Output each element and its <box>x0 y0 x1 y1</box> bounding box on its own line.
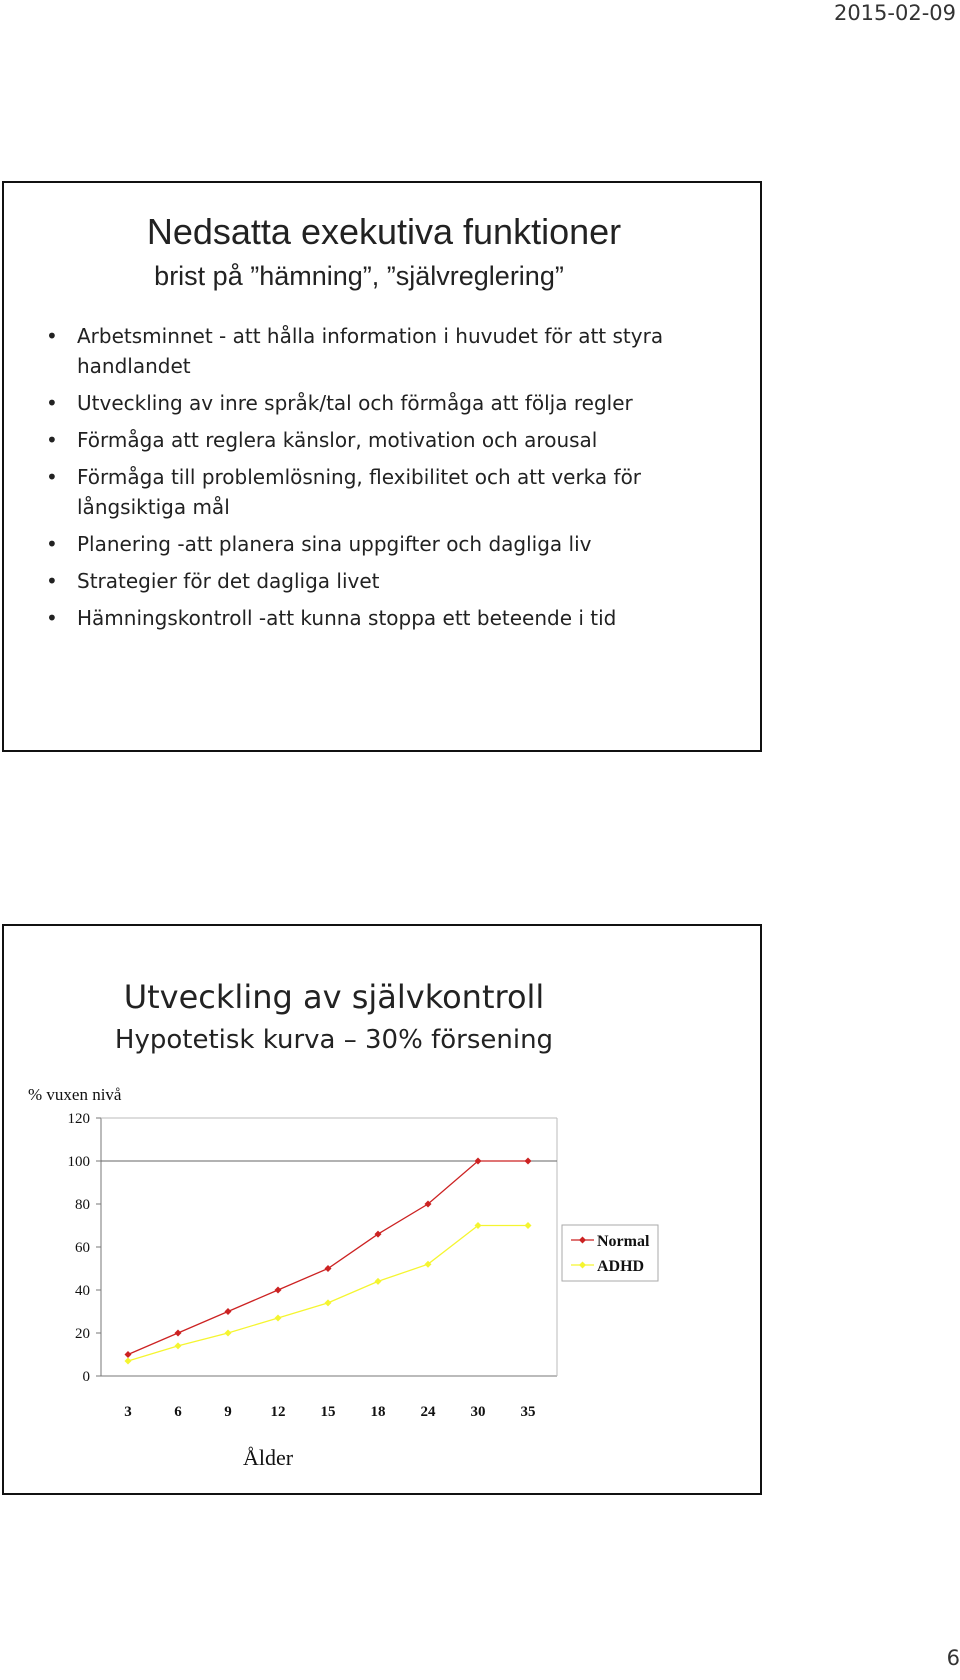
bullet-item: • Arbetsminnet - att hålla information i huvudet för att styra handlandet <box>44 321 744 381</box>
data-point-normal <box>275 1287 282 1294</box>
slide-subtitle: Hypotetisk kurva – 30% försening <box>114 1025 554 1055</box>
data-point-adhd <box>525 1222 532 1229</box>
series-line-adhd <box>128 1226 528 1361</box>
y-tick-label: 100 <box>67 1154 90 1170</box>
document-date: 2015-02-09 <box>833 1 956 25</box>
bullet-icon: • <box>46 532 58 556</box>
data-point-adhd <box>325 1299 332 1306</box>
data-point-adhd <box>275 1314 282 1321</box>
bullet-item: • Förmåga till problemlösning, flexibilitet och att verka för långsiktiga mål <box>44 462 744 522</box>
bullet-item: • Utveckling av inre språk/tal och förmåga att följa regler <box>44 388 744 418</box>
bullet-item: • Hämningskontroll -att kunna stoppa ett beteende i tid <box>44 603 744 633</box>
x-tick-label: 6 <box>174 1404 182 1420</box>
page-number: 6 <box>946 1646 960 1670</box>
line-chart <box>4 926 760 1493</box>
bullet-icon: • <box>46 465 58 489</box>
data-point-normal <box>525 1158 532 1165</box>
slide-self-control-chart <box>2 924 762 1495</box>
x-tick-label: 24 <box>420 1404 436 1420</box>
data-point-normal <box>175 1330 182 1337</box>
slide-executive-functions <box>2 181 762 752</box>
slide-subtitle: brist på ”hämning”, ”självreglering” <box>154 261 564 291</box>
series-line-normal <box>128 1161 528 1355</box>
x-tick-label: 35 <box>520 1404 536 1420</box>
data-point-adhd <box>125 1357 132 1364</box>
legend-label-normal: Normal <box>597 1233 650 1250</box>
data-point-adhd <box>375 1278 382 1285</box>
bullet-icon: • <box>46 391 58 415</box>
y-tick-label: 0 <box>82 1369 90 1385</box>
y-tick-label: 80 <box>75 1197 90 1213</box>
legend-label-adhd: ADHD <box>597 1258 645 1275</box>
data-point-adhd <box>225 1330 232 1337</box>
bullet-icon: • <box>46 428 58 452</box>
x-tick-label: 12 <box>270 1404 286 1420</box>
bullet-icon: • <box>46 569 58 593</box>
y-tick-label: 120 <box>67 1111 90 1127</box>
data-point-normal <box>125 1351 132 1358</box>
slide-title: Nedsatta exekutiva funktioner <box>146 211 622 252</box>
slide-title: Utveckling av självkontroll <box>123 978 545 1016</box>
x-tick-label: 3 <box>124 1404 132 1420</box>
y-tick-label: 40 <box>75 1283 90 1299</box>
bullet-item: • Förmåga att reglera känslor, motivation och arousal <box>44 425 744 455</box>
data-point-adhd <box>175 1342 182 1349</box>
x-axis-label: Ålder <box>242 1445 294 1470</box>
bullet-item: • Strategier för det dagliga livet <box>44 566 744 596</box>
x-tick-label: 9 <box>224 1404 232 1420</box>
y-tick-label: 60 <box>75 1240 90 1256</box>
data-point-normal <box>225 1308 232 1315</box>
bullet-icon: • <box>46 606 58 630</box>
x-tick-label: 15 <box>320 1404 336 1420</box>
x-tick-label: 18 <box>370 1404 386 1420</box>
bullet-icon: • <box>46 324 58 348</box>
y-tick-label: 20 <box>75 1326 90 1342</box>
bullet-list <box>44 321 744 640</box>
x-tick-label: 30 <box>470 1404 486 1420</box>
y-axis-label: % vuxen nivå <box>28 1085 122 1104</box>
bullet-item: • Planering -att planera sina uppgifter och dagliga liv <box>44 529 744 559</box>
